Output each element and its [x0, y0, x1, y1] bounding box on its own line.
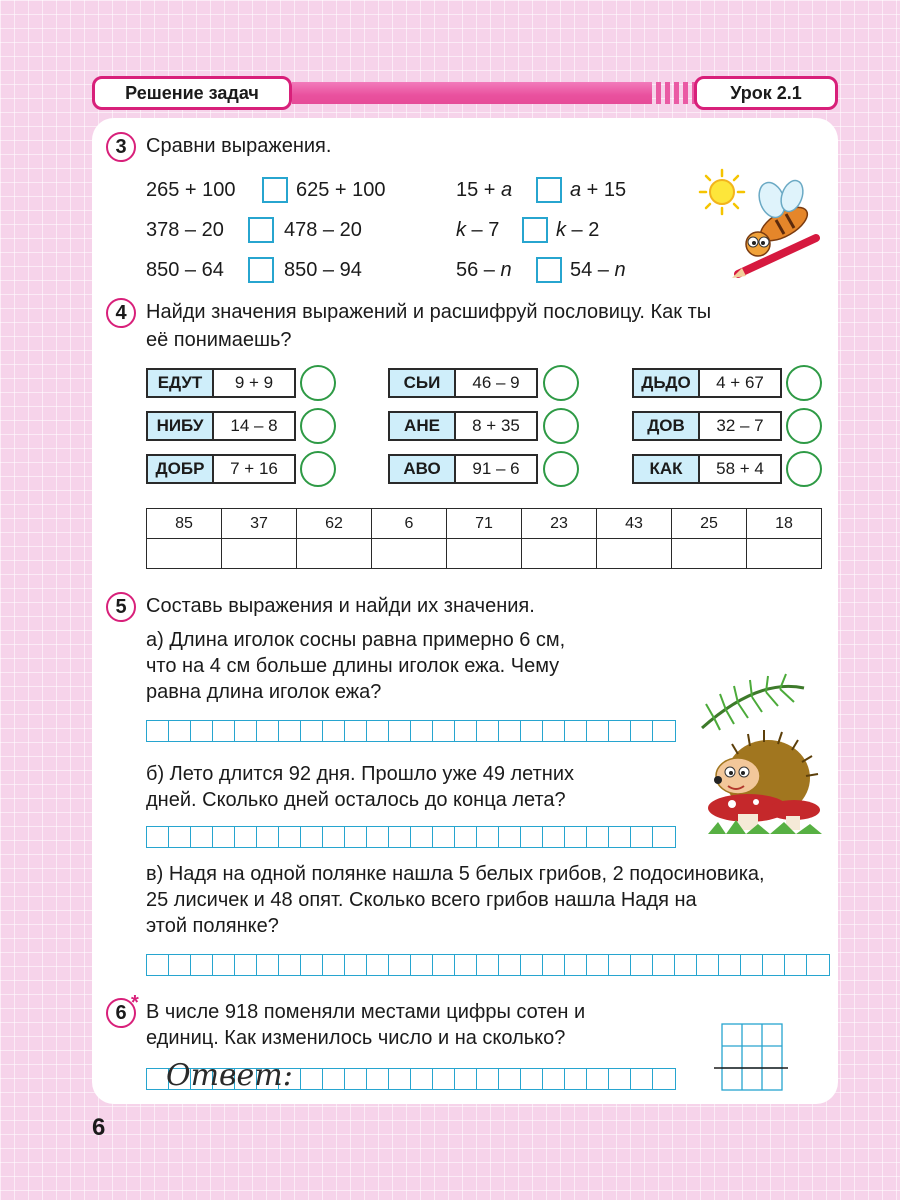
pine-branch-icon — [702, 674, 804, 730]
code-expr: 32 – 7 — [716, 416, 764, 435]
task-title: Найди значения выражений и расшифруй пословицу. Как ты — [146, 301, 712, 323]
column-calc-grid[interactable] — [712, 1022, 788, 1092]
answer-circle[interactable] — [786, 451, 822, 487]
code-label: КАК — [634, 456, 700, 482]
task-title: Составь выражения и найди их значения. — [146, 595, 535, 617]
table-row — [147, 509, 822, 539]
answer-circle[interactable] — [543, 451, 579, 487]
task-text: единиц. Как изменилось число и на сколько? — [146, 1027, 566, 1049]
mushroom-icon — [708, 794, 822, 834]
task-number: 3 — [106, 132, 136, 162]
star-icon: * — [131, 992, 139, 1014]
expr-right: k – 2 — [556, 219, 600, 241]
code-row — [388, 454, 538, 484]
decode-table — [146, 508, 822, 569]
expr-left: 56 – n — [456, 259, 512, 281]
answer-grid[interactable] — [146, 720, 676, 742]
table-cell: 85 — [147, 509, 222, 539]
expr-left: 850 – 64 — [146, 259, 224, 281]
code-label: НИБУ — [148, 413, 214, 439]
answer-cell[interactable] — [597, 539, 672, 569]
table-cell: 71 — [447, 509, 522, 539]
compare-box[interactable] — [248, 257, 274, 283]
code-expr: 4 + 67 — [716, 373, 764, 392]
problem-c-line: в) Надя на одной полянке нашла 5 белых грибов, 2 подосиновика, — [146, 863, 765, 885]
task-number: 5 — [106, 592, 136, 622]
problem-b-line: б) Лето длится 92 дня. Прошло уже 49 летних — [146, 763, 574, 785]
answer-cell[interactable] — [447, 539, 522, 569]
code-row — [388, 368, 538, 398]
table-cell: 62 — [297, 509, 372, 539]
table-row — [147, 539, 822, 569]
answer-cell[interactable] — [147, 539, 222, 569]
compare-box[interactable] — [262, 177, 288, 203]
code-label: АНЕ — [390, 413, 456, 439]
code-row — [388, 411, 538, 441]
expr-left: 15 + a — [456, 179, 513, 201]
sun-icon — [700, 170, 744, 214]
bee-illustration — [692, 166, 822, 280]
expr-right: 478 – 20 — [284, 219, 362, 241]
code-label: ЕДУТ — [148, 370, 214, 396]
answer-circle[interactable] — [543, 365, 579, 401]
expr-right: a + 15 — [570, 179, 627, 201]
code-row — [632, 411, 782, 441]
compare-box[interactable] — [522, 217, 548, 243]
task-title-cont: её понимаешь? — [146, 329, 292, 351]
answer-circle[interactable] — [786, 365, 822, 401]
table-cell: 43 — [597, 509, 672, 539]
code-label: ДОВ — [634, 413, 700, 439]
answer-cell[interactable] — [372, 539, 447, 569]
problem-c-line: этой полянке? — [146, 915, 279, 937]
expr-left: 265 + 100 — [146, 179, 236, 201]
table-cell: 25 — [672, 509, 747, 539]
answer-cell[interactable] — [297, 539, 372, 569]
expr-left: k – 7 — [456, 219, 500, 241]
answer-circle[interactable] — [300, 365, 336, 401]
problem-b-line: дней. Сколько дней осталось до конца лета? — [146, 789, 566, 811]
header-bar — [292, 82, 652, 104]
answer-grid[interactable] — [146, 954, 830, 976]
code-label: ДОБР — [148, 456, 214, 482]
answer-cell[interactable] — [747, 539, 822, 569]
code-row — [632, 454, 782, 484]
header-stripes — [656, 82, 697, 104]
answer-circle[interactable] — [300, 451, 336, 487]
problem-a-line: что на 4 см больше длины иголок ежа. Чему — [146, 655, 560, 677]
task-title: Сравни выражения. — [146, 135, 332, 157]
problem-c-line: 25 лисичек и 48 опят. Сколько всего грибов нашла Надя на — [146, 889, 697, 911]
answer-cell[interactable] — [222, 539, 297, 569]
compare-box[interactable] — [248, 217, 274, 243]
code-row — [632, 368, 782, 398]
hedgehog-illustration — [698, 668, 830, 836]
table-cell: 18 — [747, 509, 822, 539]
answer-grid[interactable] — [146, 826, 676, 848]
answer-cell[interactable] — [672, 539, 747, 569]
task-number: 4 — [106, 298, 136, 328]
code-expr: 14 – 8 — [230, 416, 278, 435]
answer-circle[interactable] — [786, 408, 822, 444]
task-text: В числе 918 поменяли местами цифры сотен и — [146, 1001, 586, 1023]
code-expr: 7 + 16 — [230, 459, 278, 478]
code-expr: 91 – 6 — [472, 459, 520, 478]
code-label: АВО — [390, 456, 456, 482]
lesson-title: Урок 2.1 — [694, 76, 838, 110]
expr-right: 850 – 94 — [284, 259, 362, 281]
code-expr: 9 + 9 — [234, 373, 274, 392]
table-cell: 37 — [222, 509, 297, 539]
table-cell: 6 — [372, 509, 447, 539]
page-number: 6 — [92, 1114, 106, 1141]
expr-right: 54 – n — [570, 259, 626, 281]
code-row — [146, 454, 296, 484]
expr-right: 625 + 100 — [296, 179, 386, 201]
code-label: СЬИ — [390, 370, 456, 396]
code-expr: 46 – 9 — [472, 373, 520, 392]
answer-circle[interactable] — [543, 408, 579, 444]
answer-circle[interactable] — [300, 408, 336, 444]
code-expr: 8 + 35 — [472, 416, 520, 435]
problem-a-line: а) Длина иголок сосны равна примерно 6 см, — [146, 629, 566, 651]
compare-box[interactable] — [536, 257, 562, 283]
section-title: Решение задач — [92, 76, 292, 110]
expr-left: 378 – 20 — [146, 219, 224, 241]
problem-a-line: равна длина иголок ежа? — [146, 681, 382, 703]
table-cell: 23 — [522, 509, 597, 539]
answer-label: Ответ: — [166, 1058, 293, 1093]
code-row — [146, 368, 296, 398]
code-expr: 58 + 4 — [716, 459, 764, 478]
code-row — [146, 411, 296, 441]
code-label: ДЬДО — [634, 370, 700, 396]
compare-box[interactable] — [536, 177, 562, 203]
answer-cell[interactable] — [522, 539, 597, 569]
task-number: 6 — [106, 998, 136, 1028]
